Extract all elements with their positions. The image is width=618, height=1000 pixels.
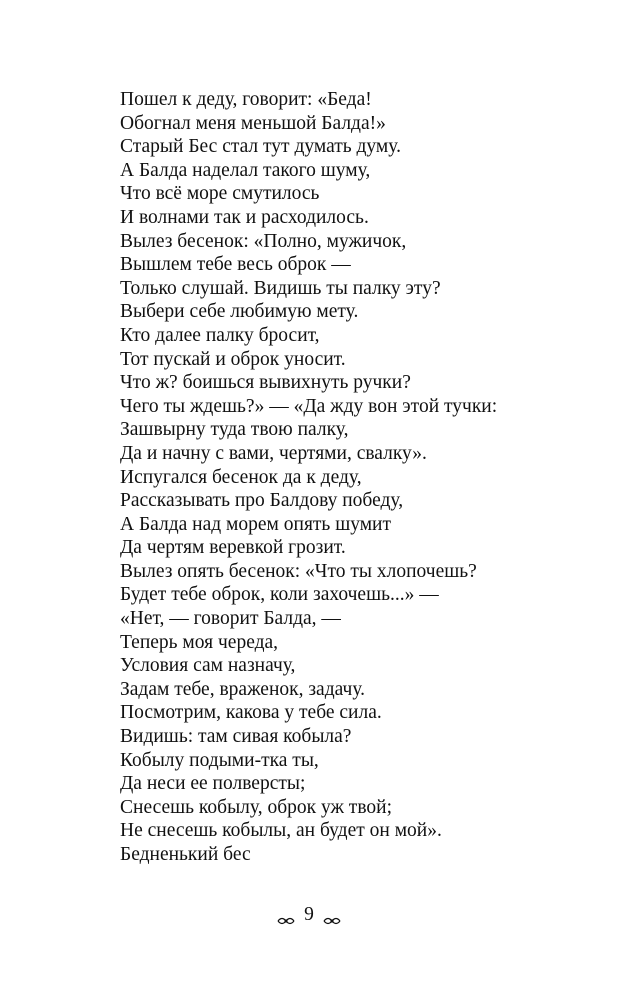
poem-text: [120, 88, 590, 867]
poem-line: Вышлем тебе весь оброк —: [120, 254, 351, 276]
poem-line: «Нет, — говорит Балда, —: [120, 608, 341, 630]
poem-line: Только слушай. Видишь ты палку эту?: [120, 277, 441, 299]
poem-line: Зашвырну туда твою палку,: [120, 419, 349, 441]
poem-line: Рассказывать про Балдову победу,: [120, 490, 404, 512]
poem-line: Снесешь кобылу, оброк уж твой;: [120, 796, 393, 818]
poem-line: Посмотрим, какова у тебе сила.: [120, 702, 382, 724]
poem-line: Испугался бесенок да к деду,: [120, 466, 362, 488]
poem-line: Кто далее палку бросит,: [120, 324, 320, 346]
poem-line: Выбери себе любимую мету.: [120, 301, 359, 323]
poem-line: А Балда над морем опять шумит: [120, 513, 392, 535]
poem-line: Теперь моя череда,: [120, 631, 279, 653]
poem-line: Бедненький бес: [120, 844, 251, 865]
fleuron-ornament-icon: [277, 909, 295, 921]
poem-line: Вылез опять бесенок: «Что ты хлопочешь?: [120, 560, 477, 582]
poem-line: Что ж? боишься вывихнуть ручки?: [120, 372, 411, 394]
poem-line: Чего ты ждешь?» — «Да жду вон этой тучки:: [120, 395, 498, 417]
poem-line: А Балда наделал такого шуму,: [120, 159, 371, 181]
poem-line: Что всё море смутилось: [120, 183, 320, 205]
poem-line: И волнами так и расходилось.: [120, 206, 369, 228]
poem-line: Пошел к деду, говорит: «Беда!: [120, 89, 372, 110]
poem-line: Видишь: там сивая кобыла?: [120, 726, 352, 748]
poem-line: Да неси ее полверсты;: [120, 773, 306, 795]
poem-line: Да чертям веревкой грозит.: [120, 537, 346, 559]
poem-line: Обогнал меня меньшой Балда!»: [120, 112, 386, 134]
poem-line: Не снесешь кобылы, ан будет он мой».: [120, 820, 442, 842]
fleuron-ornament-icon: [323, 909, 341, 921]
page-number: 9: [304, 903, 314, 925]
poem-line: Тот пускай и оброк уносит.: [120, 348, 346, 370]
poem-line: Старый Бес стал тут думать думу.: [120, 136, 401, 158]
poem-line: Задам тебе, враженок, задачу.: [120, 678, 365, 700]
page-folio: [0, 901, 618, 928]
poem-line: Будет тебе оброк, коли захочешь...» —: [120, 584, 439, 606]
poem-line: Кобылу подыми-тка ты,: [120, 749, 319, 771]
poem-line: Условия сам назначу,: [120, 655, 296, 677]
poem-line: Да и начну с вами, чертями, свалку».: [120, 442, 427, 464]
poem-line: Вылез бесенок: «Полно, мужичок,: [120, 230, 407, 252]
